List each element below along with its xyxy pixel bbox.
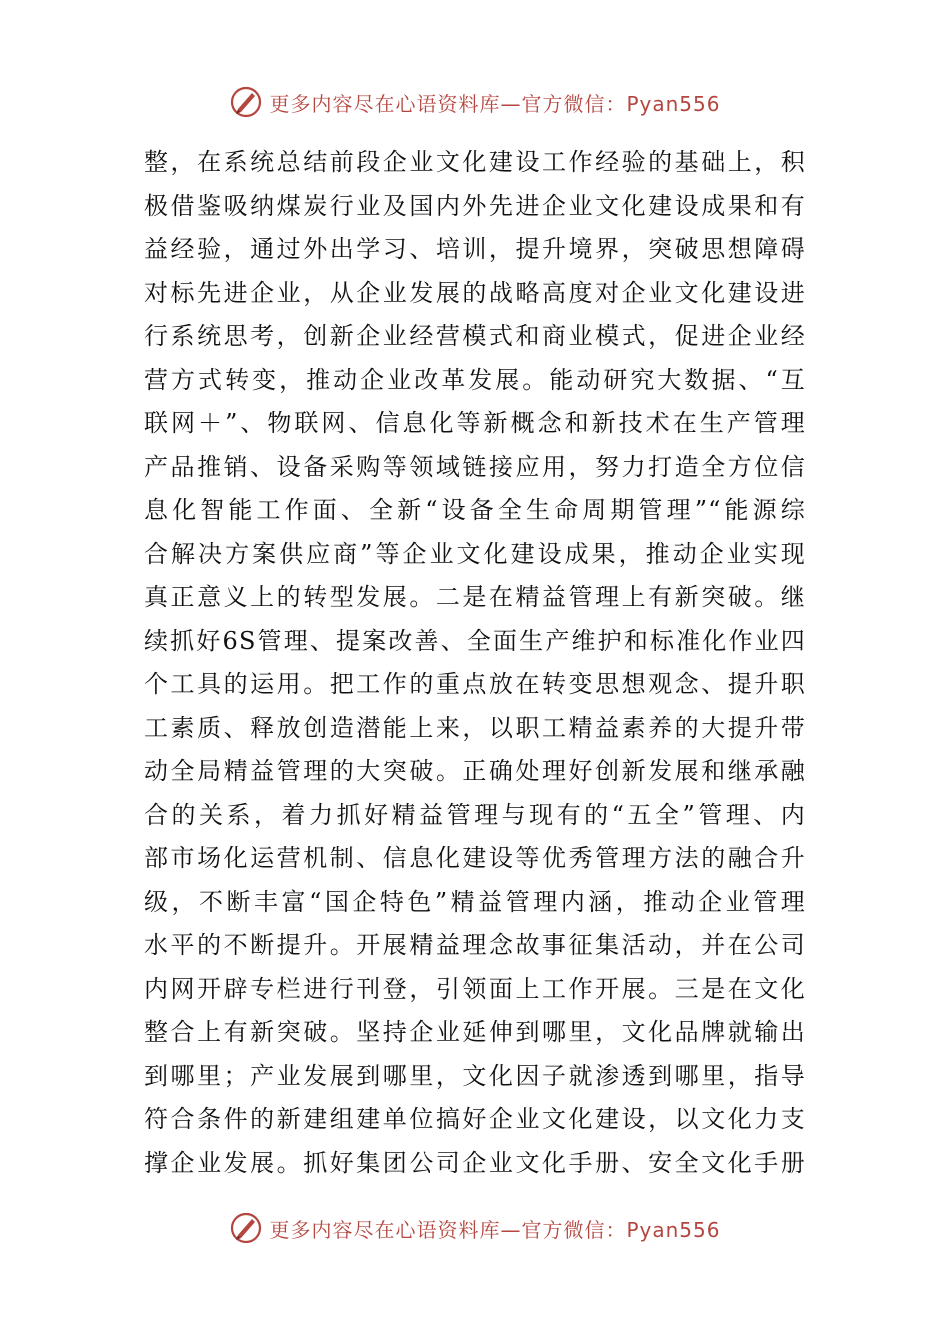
text-line: 真正意义上的转型发展。二是在精益管理上有新突破。继 [144, 583, 806, 611]
text-line: 符合条件的新建组建单位搞好企业文化建设，以文化力支 [144, 1105, 806, 1133]
header-banner-text: 更多内容尽在心语资料库—官方微信：Pyan556 [269, 91, 721, 116]
text-line: 工素质、释放创造潜能上来，以职工精益素养的大提升带 [144, 713, 806, 742]
text-line: 动全局精益管理的大突破。正确处理好创新发展和继承融 [144, 757, 806, 785]
text-line: 合解决方案供应商”等企业文化建设成果，推动企业实现 [144, 539, 806, 568]
pen-seal-icon [229, 1211, 263, 1245]
text-line: 联网＋”、物联网、信息化等新概念和新技术在生产管理 [144, 409, 806, 437]
text-line: 级，不断丰富“国企特色”精益管理内涵，推动企业管理 [144, 887, 806, 916]
footer-banner [0, 1208, 950, 1248]
text-line: 营方式转变，推动企业改革发展。能动研究大数据、“互 [144, 365, 806, 394]
text-line: 续抓好6S管理、提案改善、全面生产维护和标准化作业四 [144, 626, 806, 655]
text-line: 对标先进企业，从企业发展的战略高度对企业文化建设进 [144, 278, 806, 307]
footer-banner-text: 更多内容尽在心语资料库—官方微信：Pyan556 [269, 1217, 721, 1242]
text-line: 益经验，通过外出学习、培训，提升境界，突破思想障碍 [144, 235, 806, 263]
text-line: 产品推销、设备采购等领域链接应用，努力打造全方位信 [144, 452, 806, 481]
text-line: 水平的不断提升。开展精益理念故事征集活动，并在公司 [144, 931, 806, 959]
text-line: 合的关系，着力抓好精益管理与现有的“五全”管理、内 [144, 800, 806, 829]
text-line: 行系统思考，创新企业经营模式和商业模式，促进企业经 [144, 322, 806, 350]
body-text [144, 141, 806, 1185]
text-line: 极借鉴吸纳煤炭行业及国内外先进企业文化建设成果和有 [144, 191, 806, 220]
text-line: 内网开辟专栏进行刊登，引领面上工作开展。三是在文化 [144, 974, 806, 1003]
text-line: 息化智能工作面、全新“设备全生命周期管理”“能源综 [144, 496, 806, 524]
text-line: 撑企业发展。抓好集团公司企业文化手册、安全文化手册 [144, 1148, 806, 1177]
text-line: 整，在系统总结前段企业文化建设工作经验的基础上，积 [144, 148, 806, 176]
text-line: 个工具的运用。把工作的重点放在转变思想观念、提升职 [144, 670, 806, 698]
pen-seal-icon [229, 85, 263, 119]
header-banner [0, 82, 950, 122]
text-line: 到哪里；产业发展到哪里，文化因子就渗透到哪里，指导 [144, 1061, 806, 1090]
text-line: 整合上有新突破。坚持企业延伸到哪里，文化品牌就输出 [144, 1018, 806, 1046]
text-line: 部市场化运营机制、信息化建设等优秀管理方法的融合升 [144, 844, 806, 872]
